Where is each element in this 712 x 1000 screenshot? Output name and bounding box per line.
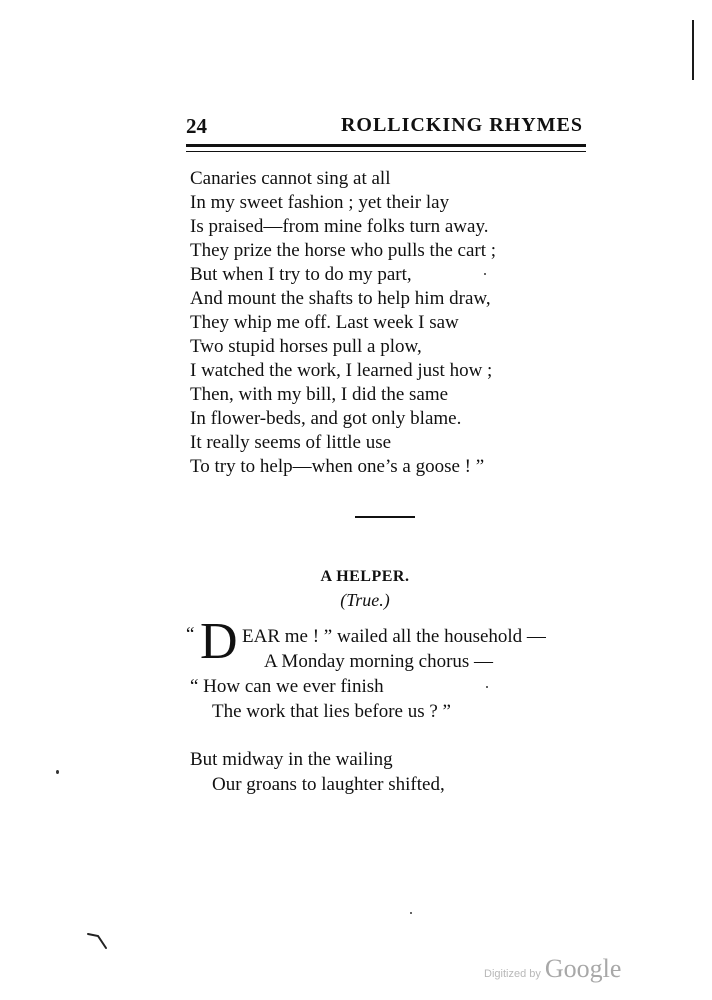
header-rule-thin — [186, 151, 586, 152]
section-separator — [355, 516, 415, 518]
poem-line: It really seems of little use — [190, 432, 392, 453]
poem-line: But when I try to do my part, — [190, 264, 412, 285]
page-number: 24 — [186, 114, 207, 138]
poem-line: To try to help—when one’s a goose ! ” — [190, 456, 485, 477]
digitized-credit — [484, 954, 621, 984]
poem-line: In my sweet fashion ; yet their lay — [190, 192, 450, 213]
opening-quote: “ — [186, 624, 195, 645]
poem-line: Two stupid horses pull a plow, — [190, 336, 422, 357]
scan-speck — [56, 770, 59, 774]
digitized-label: Digitized by — [484, 968, 541, 980]
poem-line: They whip me off. Last week I saw — [190, 312, 459, 333]
poem-line: EAR me ! ” wailed all the household — — [242, 626, 546, 647]
google-logo: Google — [544, 954, 622, 983]
poem-line: Canaries cannot sing at all — [190, 168, 391, 189]
poem-line: Is praised—from mine folks turn away. — [190, 216, 489, 237]
poem-subtitle: (True.) — [340, 590, 390, 610]
poem-line: The work that lies before us ? ” — [212, 701, 451, 722]
scan-speck — [484, 273, 486, 275]
running-head-title: ROLLICKING RHYMES — [340, 114, 583, 136]
scan-mark — [86, 930, 110, 952]
page-edge-mark — [692, 20, 694, 80]
poem-line: But midway in the wailing — [190, 749, 393, 770]
poem-line: A Monday morning chorus — — [264, 651, 494, 672]
poem-line: They prize the horse who pulls the cart ; — [190, 240, 497, 261]
drop-cap: D — [200, 613, 238, 670]
poem-line: In flower-beds, and got only blame. — [190, 408, 462, 429]
poem-line: I watched the work, I learned just how ; — [190, 360, 493, 381]
header-rule-thick — [186, 144, 586, 147]
scan-speck — [486, 686, 488, 688]
poem-line: Then, with my bill, I did the same — [190, 384, 449, 405]
scan-speck — [410, 912, 412, 914]
poem-line: “ How can we ever finish — [190, 676, 384, 697]
poem-line: And mount the shafts to help him draw, — [190, 288, 491, 309]
poem-line: Our groans to laughter shifted, — [212, 774, 445, 795]
poem-title: A HELPER. — [320, 568, 410, 585]
